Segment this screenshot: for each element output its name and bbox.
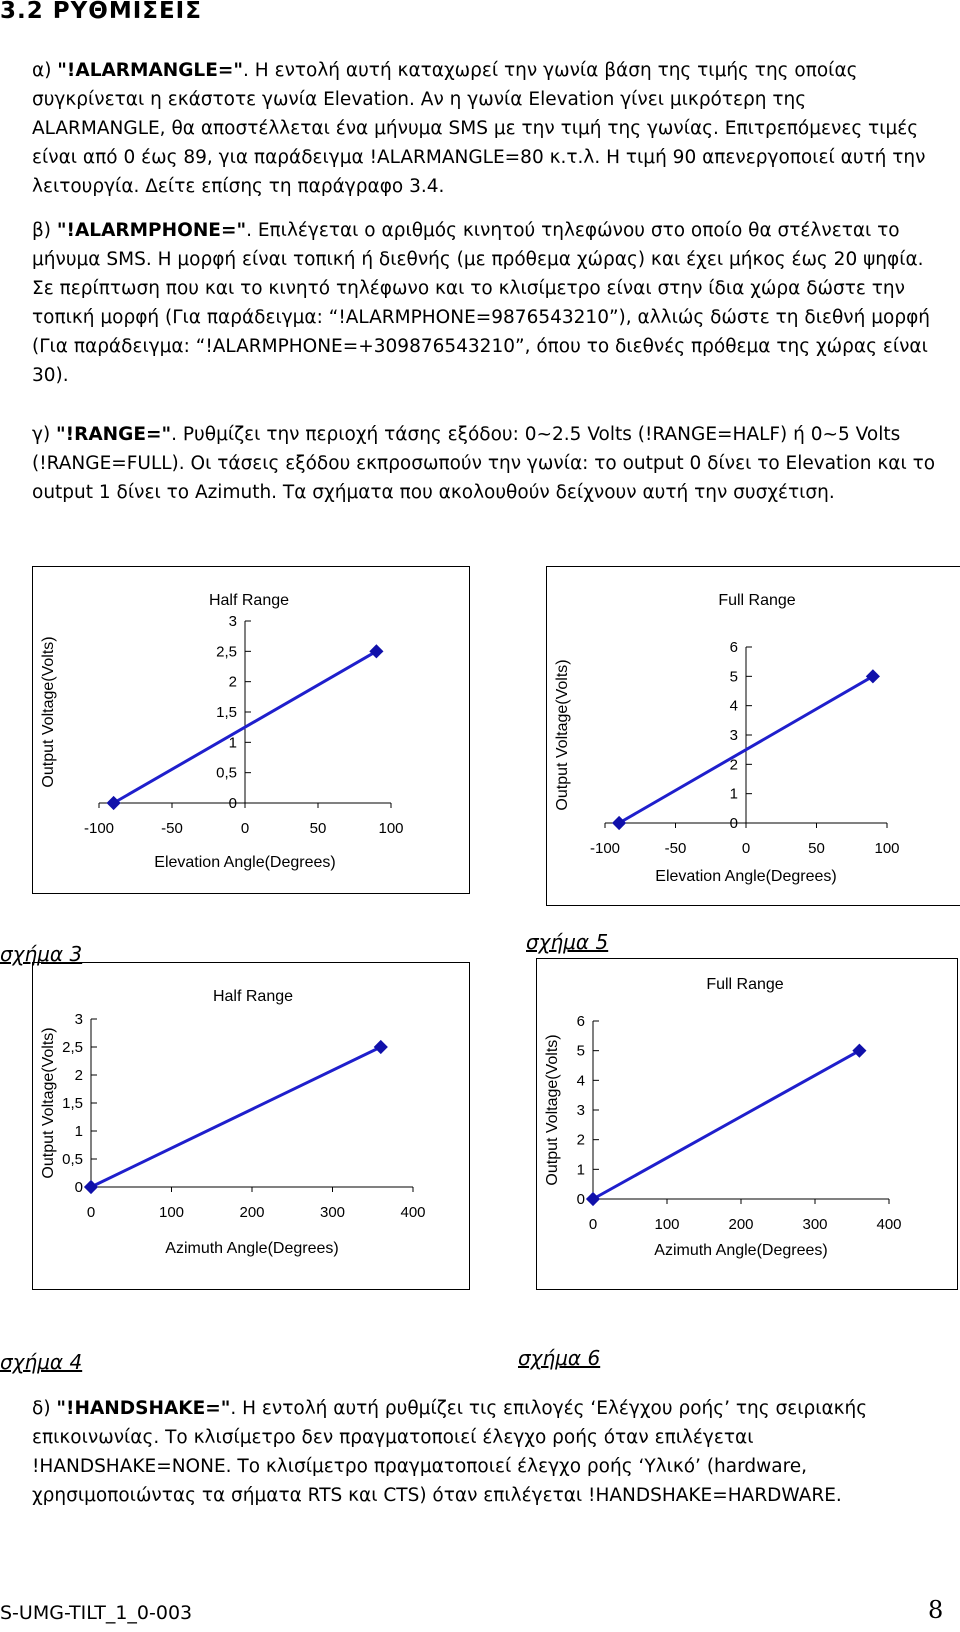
x-tick-label: 0 xyxy=(741,840,751,857)
series-line xyxy=(593,1051,859,1199)
x-tick-label: 0 xyxy=(588,1216,598,1233)
item-prefix: β) xyxy=(32,220,57,241)
chart-half-range-elevation xyxy=(32,566,470,894)
chart-title: Full Range xyxy=(718,592,796,609)
x-tick-label: 300 xyxy=(319,1204,346,1221)
paragraph-text: . Η εντολή αυτή ρυθμίζει τις επιλογές ‘Ελέγχου ροής’ της σειριακής επικοινωνίας. Το κλισίμετρο δεν πραγματοποιεί έλεγχο ροής όταν επιλέγεται !HANDSHAKE=NONE. Το κλισίμετρο πραγματοποιεί έλεγχο ροής ‘Υλικό’ (hardware, χρησιμοποιώντας τα σήματα RTS και CTS) όταν επιλέγεται !HANDSHAKE=HARDWARE. xyxy=(32,1398,868,1506)
data-point-marker xyxy=(107,796,121,810)
section-title: 3.2 ΡΥΘΜΙΣΕΙΣ xyxy=(0,0,202,24)
command-name: "!HANDSHAKE=" xyxy=(56,1398,231,1419)
x-tick-label: -100 xyxy=(589,840,621,857)
y-tick-label: 3 xyxy=(74,1011,83,1028)
paragraph-handshake xyxy=(32,1394,942,1510)
x-axis-label: Azimuth Angle(Degrees) xyxy=(654,1242,828,1259)
y-tick-label: 2 xyxy=(729,756,738,774)
figure-caption-4: σχήμα 4 xyxy=(0,1350,83,1374)
data-point-marker xyxy=(369,644,383,658)
y-tick-label: 0 xyxy=(74,1179,83,1196)
paragraph-text: . Ρυθμίζει την περιοχή τάσης εξόδου: 0~2.5 Volts (!RANGE=HALF) ή 0~5 Volts (!RANGE=FULL). Οι τάσεις εξόδου εκπροσωπούν την γωνία: το output 0 δίνει το Elevation και το output 1 δίνει το Azimuth. Τα σχήματα που ακολουθούν δείχνουν αυτή την συσχέτιση. xyxy=(32,424,936,503)
x-tick-label: 300 xyxy=(802,1216,828,1233)
chart-full-range-elevation xyxy=(546,566,960,906)
data-point-marker xyxy=(374,1040,388,1054)
y-axis-label: Output Voltage(Volts) xyxy=(544,1034,561,1186)
command-name: "!ALARMANGLE=" xyxy=(57,60,244,81)
chart-full-range-azimuth xyxy=(536,958,958,1290)
x-tick-label: 100 xyxy=(378,820,404,837)
paragraph-text: . Επιλέγεται ο αριθμός κινητού τηλεφώνου στο οποίο θα στέλνεται το μήνυμα SMS. Η μορφή είναι τοπική ή διεθνής (με πρόθεμα χώρας) και έχει μήκος έως 20 ψηφία. Σε περίπτωση που και το κινητό τηλέφωνο και το κλισίμετρο είναι στην ίδια χώρα δώστε την τοπική μορφή (Για παράδειγμα: “!ALARMPHONE=9876543210”), αλλιώς δώστε τη διεθνή μορφή (Για παράδειγμα: “!ALARMPHONE=+309876543210”, όπου το διεθνές πρόθεμα της χώρας είναι 30). xyxy=(32,220,930,386)
chart-half-range-azimuth xyxy=(32,962,470,1290)
y-tick-label: 6 xyxy=(729,639,738,656)
item-prefix: γ) xyxy=(32,424,57,445)
figure-caption-5: σχήμα 5 xyxy=(526,930,609,954)
y-tick-label: 0,5 xyxy=(62,1151,83,1168)
x-tick-label: 50 xyxy=(309,820,327,837)
y-tick-label: 0 xyxy=(729,815,738,832)
chart-svg xyxy=(33,567,469,893)
y-tick-label: 5 xyxy=(576,1042,585,1060)
chart-title: Half Range xyxy=(208,592,290,609)
y-tick-label: 1 xyxy=(729,785,738,803)
data-point-marker xyxy=(866,669,880,683)
x-axis-label: Elevation Angle(Degrees) xyxy=(154,854,336,871)
figure-caption-6: σχήμα 6 xyxy=(518,1346,601,1370)
page-number: 8 xyxy=(928,1596,944,1624)
y-axis-label: Output Voltage(Volts) xyxy=(40,636,57,788)
document-id: S-UMG-TILT_1_0-003 xyxy=(0,1602,193,1624)
y-tick-label: 2,5 xyxy=(62,1039,83,1056)
y-tick-label: 2 xyxy=(228,673,237,691)
y-axis-label: Output Voltage(Volts) xyxy=(554,659,571,811)
data-point-marker xyxy=(586,1192,600,1206)
x-tick-label: 200 xyxy=(239,1204,265,1221)
paragraph-alarmangle xyxy=(32,56,942,201)
y-tick-label: 3 xyxy=(228,613,237,630)
x-tick-label: -100 xyxy=(83,820,115,837)
y-tick-label: 4 xyxy=(729,697,738,715)
data-point-marker xyxy=(612,816,626,830)
y-tick-label: 4 xyxy=(576,1072,585,1090)
x-tick-label: 0 xyxy=(240,820,250,837)
x-axis-label: Elevation Angle(Degrees) xyxy=(655,868,837,885)
y-tick-label: 5 xyxy=(729,668,738,686)
x-tick-label: 50 xyxy=(808,840,825,857)
y-tick-label: 2 xyxy=(576,1131,585,1149)
x-tick-label: 200 xyxy=(728,1216,754,1233)
y-tick-label: 1 xyxy=(576,1161,585,1179)
y-tick-label: 3 xyxy=(729,727,738,744)
y-tick-label: 1,5 xyxy=(62,1095,83,1112)
chart-title: Full Range xyxy=(706,976,784,993)
y-axis-label: Output Voltage(Volts) xyxy=(40,1027,57,1179)
x-axis-label: Azimuth Angle(Degrees) xyxy=(165,1240,339,1257)
y-tick-label: 6 xyxy=(576,1013,585,1030)
paragraph-alarmphone xyxy=(32,216,942,390)
paragraph-text: . Η εντολή αυτή καταχωρεί την γωνία βάση της τιμής της οποίας συγκρίνεται η εκάστοτε γωνία Elevation. Αν η γωνία Elevation γίνει μικρότερη της ALARMANGLE, θα αποστέλλεται ένα μήνυμα SMS με την τιμή της γωνίας. Επιτρεπόμενες τιμές είναι από 0 έως 89, για παράδειγμα !ALARMANGLE=80 κ.τ.λ. Η τιμή 90 απενεργοποιεί αυτή την λειτουργία. Δείτε επίσης τη παράγραφο 3.4. xyxy=(32,60,926,197)
x-tick-label: 100 xyxy=(874,840,900,857)
command-name: "!ALARMPHONE=" xyxy=(56,220,247,241)
x-tick-label: -50 xyxy=(664,840,687,857)
figure-caption-3: σχήμα 3 xyxy=(0,942,83,966)
y-tick-label: 1 xyxy=(74,1123,83,1140)
chart-svg xyxy=(33,963,469,1289)
chart-svg xyxy=(537,959,957,1289)
data-point-marker xyxy=(852,1044,866,1058)
y-tick-label: 0 xyxy=(576,1191,585,1208)
command-name: "!RANGE=" xyxy=(56,424,172,445)
y-tick-label: 1 xyxy=(228,734,237,752)
y-tick-label: 1,5 xyxy=(216,704,237,721)
x-tick-label: 400 xyxy=(876,1216,902,1233)
x-tick-label: 400 xyxy=(400,1204,426,1221)
y-tick-label: 0 xyxy=(228,795,237,812)
data-point-marker xyxy=(84,1180,98,1194)
y-tick-label: 2 xyxy=(74,1067,83,1084)
y-tick-label: 0,5 xyxy=(216,764,237,782)
paragraph-range xyxy=(32,420,942,507)
x-tick-label: 0 xyxy=(86,1204,96,1221)
item-prefix: δ) xyxy=(32,1398,57,1419)
chart-svg xyxy=(547,567,960,905)
y-tick-label: 2,5 xyxy=(216,643,237,661)
y-tick-label: 3 xyxy=(576,1102,585,1119)
x-tick-label: -50 xyxy=(161,820,183,837)
chart-title: Half Range xyxy=(212,988,294,1005)
series-line xyxy=(91,1047,381,1187)
item-prefix: α) xyxy=(32,60,58,81)
x-tick-label: 100 xyxy=(654,1216,680,1233)
x-tick-label: 100 xyxy=(158,1204,185,1221)
